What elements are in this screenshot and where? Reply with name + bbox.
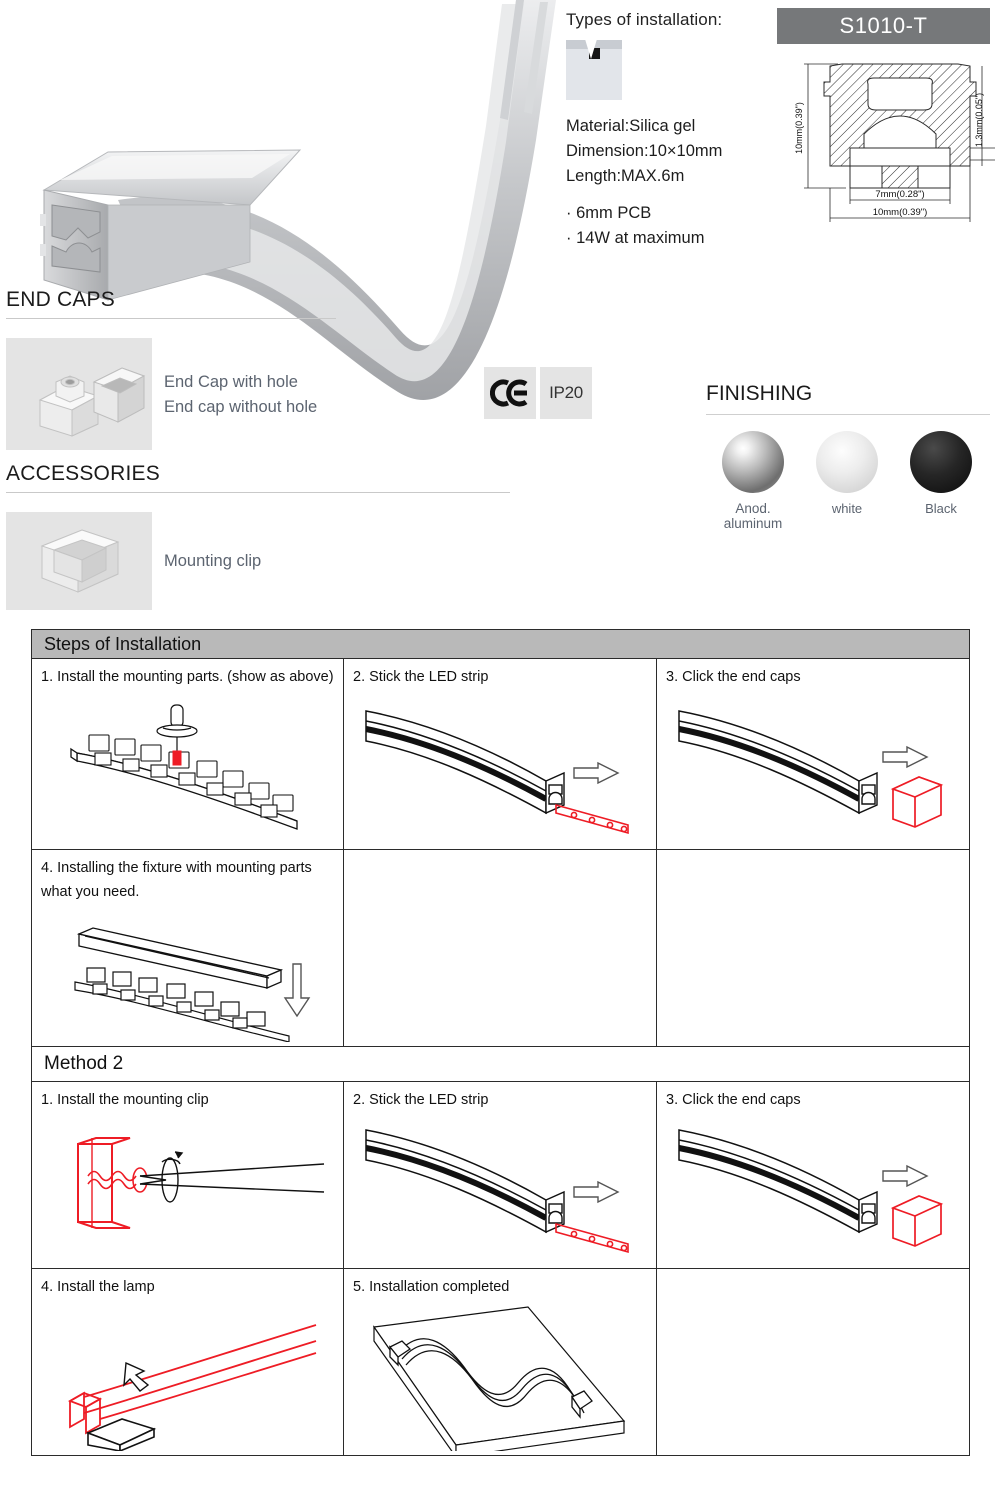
xsec-outer-width-label: 10mm(0.39") xyxy=(872,207,928,218)
xsec-height-label: 10mm(0.39") xyxy=(794,102,804,154)
table-row xyxy=(32,1269,970,1456)
cell-m1-empty-2 xyxy=(657,850,970,1047)
pcb-bullet: · 6mm PCB xyxy=(566,204,652,222)
cell-m1-empty-1 xyxy=(344,850,657,1047)
m2-step2-illustration xyxy=(344,1114,656,1264)
end-cap-labels xyxy=(164,370,317,420)
m2-step1-illustration xyxy=(32,1114,343,1264)
m2-step1-label: 1. Install the mounting clip xyxy=(41,1092,209,1108)
steps-of-installation-bar: Steps of Installation xyxy=(32,630,969,658)
wattage-bullet: · 14W at maximum xyxy=(566,229,705,247)
cell-m2-step3 xyxy=(657,1082,970,1269)
white-label: white xyxy=(831,501,863,516)
m1-step1-illustration xyxy=(32,695,343,845)
finishing-heading: FINISHING xyxy=(706,382,813,405)
ip-rating-badge xyxy=(540,367,592,419)
accessories-rule xyxy=(6,492,510,493)
m2-step5-illustration xyxy=(344,1301,656,1451)
xsec-thickness-label: 1.3mm(0.05") xyxy=(974,92,984,148)
cross-section-drawing xyxy=(790,48,995,238)
cell-m2-step2 xyxy=(344,1082,657,1269)
xsec-inner-width-label: 7mm(0.28") xyxy=(875,189,925,200)
table-row xyxy=(32,850,970,1047)
m2-step3-illustration xyxy=(657,1114,969,1264)
mounting-clip-label: Mounting clip xyxy=(164,552,262,570)
ce-badge xyxy=(484,367,536,419)
m2-step3-label: 3. Click the end caps xyxy=(666,1092,801,1108)
spec-block xyxy=(566,10,786,251)
finish-option-anodized[interactable] xyxy=(706,431,800,531)
m1-step2-label: 2. Stick the LED strip xyxy=(353,669,489,685)
cell-m1-step2 xyxy=(344,659,657,850)
cell-m2-step5 xyxy=(344,1269,657,1456)
cell-m1-step4 xyxy=(32,850,344,1047)
ip-rating-text: IP20 xyxy=(549,383,583,402)
spec-bullets xyxy=(566,201,786,251)
table-header-row xyxy=(32,630,970,659)
installation-table-wrap xyxy=(31,629,969,1456)
end-caps-thumbnail xyxy=(6,338,152,450)
cell-m2-step4 xyxy=(32,1269,344,1456)
finishing-rule xyxy=(706,414,990,415)
installation-type-icon xyxy=(566,40,622,100)
m1-step1-label: 1. Install the mounting parts. (show as above) xyxy=(41,669,334,685)
accessories-heading: ACCESSORIES xyxy=(6,462,160,485)
anodized-aluminum-label: Anod. aluminum xyxy=(723,501,783,531)
types-of-installation-label: Types of installation: xyxy=(566,10,723,29)
finish-option-black[interactable] xyxy=(894,431,988,531)
end-caps-rule xyxy=(6,318,336,319)
white-swatch xyxy=(816,431,878,493)
black-swatch xyxy=(910,431,972,493)
m2-step5-label: 5. Installation completed xyxy=(353,1279,510,1295)
material-line: Material:Silica gel xyxy=(566,117,696,135)
light-beam xyxy=(582,29,600,59)
cell-m1-step3 xyxy=(657,659,970,850)
method2-header-row xyxy=(32,1047,970,1082)
anodized-aluminum-swatch xyxy=(722,431,784,493)
m1-step4-label: 4. Installing the fixture with mounting parts what you need. xyxy=(41,860,312,900)
table-row xyxy=(32,659,970,850)
ce-icon xyxy=(490,379,530,407)
finish-option-white[interactable] xyxy=(800,431,894,531)
cell-m1-step1 xyxy=(32,659,344,850)
end-caps-heading: END CAPS xyxy=(6,288,115,311)
m1-step2-illustration xyxy=(344,695,656,845)
m1-step3-illustration xyxy=(657,695,969,845)
spec-lines xyxy=(566,114,786,189)
m1-step4-illustration xyxy=(32,906,343,1042)
length-line: Length:MAX.6m xyxy=(566,167,685,185)
cell-m2-empty-1 xyxy=(657,1269,970,1456)
installation-table xyxy=(31,629,970,1456)
model-code-badge xyxy=(777,8,990,44)
m2-step4-label: 4. Install the lamp xyxy=(41,1279,155,1295)
finishing-section xyxy=(706,382,990,531)
finishing-options xyxy=(706,431,990,531)
cell-m2-step1 xyxy=(32,1082,344,1269)
m2-step4-illustration xyxy=(32,1301,343,1451)
table-row xyxy=(32,1082,970,1269)
m1-step3-label: 3. Click the end caps xyxy=(666,669,801,685)
m2-step2-label: 2. Stick the LED strip xyxy=(353,1092,489,1108)
black-label: Black xyxy=(925,501,957,516)
method2-bar: Method 2 xyxy=(32,1047,969,1081)
dimension-line: Dimension:10×10mm xyxy=(566,142,723,160)
end-cap-with-hole-label: End Cap with hole xyxy=(164,373,298,391)
model-code-text: S1010-T xyxy=(839,13,928,38)
mounting-clip-thumbnail xyxy=(6,512,152,610)
end-cap-without-hole-label: End cap without hole xyxy=(164,398,318,416)
